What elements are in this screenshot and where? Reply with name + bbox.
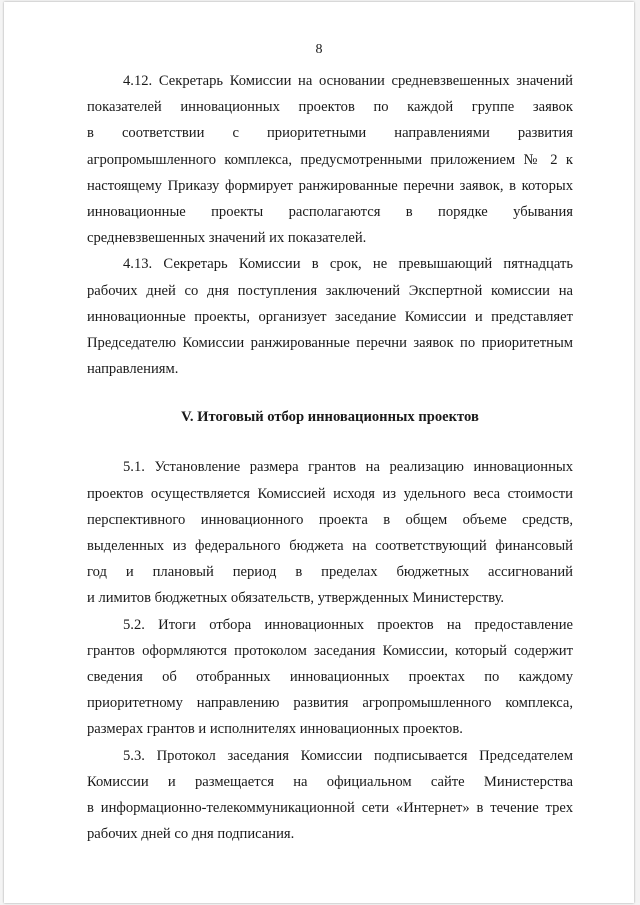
text-line: приоритетному направлению развития агропромышленного комплекса, — [87, 695, 573, 712]
text-line: инновационные проекты, организует заседание Комиссии и представляет — [87, 308, 573, 325]
text-line: сведения об отобранных инновационных проектах по каждому — [87, 669, 573, 686]
text-line: 4.12. Секретарь Комиссии на основании средневзвешенных значений — [123, 73, 573, 89]
text-line: агропромышленного комплекса, предусмотренными приложением № 2 к — [87, 151, 573, 168]
text-line: средневзвешенных значений их показателей. — [87, 230, 367, 247]
text-line: инновационные проекты располагаются в порядке убывания — [87, 204, 573, 221]
text-line: размерах грантов и исполнителях инновационных проектов. — [87, 721, 463, 738]
text-line: 4.13. Секретарь Комиссии в срок, не превышающий пятнадцать — [123, 256, 573, 273]
text-line: рабочих дней со дня подписания. — [87, 826, 295, 843]
text-line: в информационно-телекоммуникационной сети «Интернет» в течение трех — [87, 800, 573, 817]
text-line: в соответствии с приоритетными направлениями развития — [87, 125, 573, 142]
paragraph-5-2 — [87, 612, 573, 743]
text-line: 5.3. Протокол заседания Комиссии подписывается Председателем — [123, 747, 573, 764]
text-line: выделенных из федерального бюджета на соответствующий финансовый — [87, 538, 573, 555]
paragraph-5-1 — [87, 454, 573, 611]
text-line: проектов осуществляется Комиссией исходя из удельного веса стоимости — [87, 485, 573, 502]
page-number: 8 — [315, 42, 323, 57]
document-body — [87, 68, 573, 847]
text-line: Председателю Комиссии ранжированные перечни заявок по приоритетным — [87, 335, 573, 352]
text-line: показателей инновационных проектов по каждой группе заявок — [87, 99, 573, 116]
text-line: 5.1. Установление размера грантов на реализацию инновационных — [123, 459, 573, 476]
text-line: и лимитов бюджетных обязательств, утвержденных Министерству. — [87, 590, 505, 607]
section-heading: V. Итоговый отбор инновационных проектов — [181, 409, 479, 426]
paragraph-4-12 — [87, 68, 573, 251]
text-line: грантов оформляются протоколом заседания Комиссии, который содержит — [87, 642, 573, 659]
text-line: год и плановый период в пределах бюджетных ассигнований — [87, 564, 573, 581]
paragraph-4-13 — [87, 251, 573, 382]
text-line: перспективного инновационного проекта в общем объеме средств, — [87, 511, 573, 528]
text-line: настоящему Приказу формирует ранжированные перечни заявок, в которых — [87, 177, 573, 194]
document-page — [4, 2, 634, 903]
text-line: рабочих дней со дня поступления заключений Экспертной комиссии на — [87, 282, 573, 299]
text-line: направлениям. — [87, 361, 179, 378]
text-line: Комиссии и размещается на официальном сайте Министерства — [87, 773, 573, 790]
paragraph-5-3 — [87, 743, 573, 848]
text-line: 5.2. Итоги отбора инновационных проектов на предоставление — [123, 616, 573, 633]
